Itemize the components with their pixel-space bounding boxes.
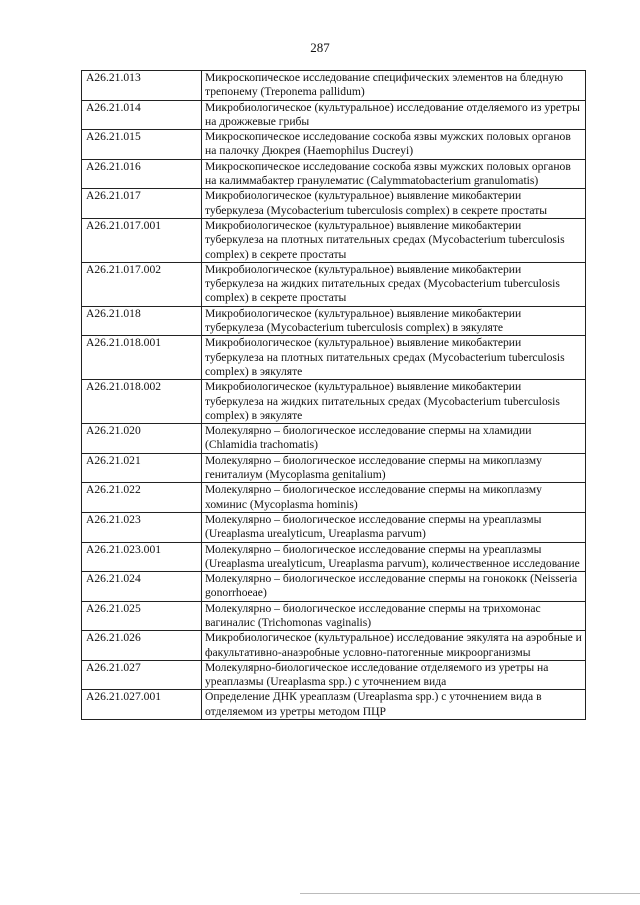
service-code: A26.21.017.001: [82, 218, 202, 262]
table-row: [82, 690, 586, 720]
service-description: Микроскопическое исследование специфических элементов на бледную трепонему (Treponema pallidum): [202, 71, 586, 101]
service-description: Микробиологическое (культуральное) выявление микобактерии туберкулеза на жидких питательных средах (Mycobacterium tuberculosis complex) в эякуляте: [202, 380, 586, 424]
service-code: A26.21.024: [82, 572, 202, 602]
table-row: [82, 100, 586, 130]
service-code: A26.21.017.002: [82, 262, 202, 306]
table-body: [82, 71, 586, 720]
service-code: A26.21.021: [82, 453, 202, 483]
service-description: Микробиологическое (культуральное) выявление микобактерии туберкулеза на плотных питательных средах (Mycobacterium tuberculosis complex) в эякуляте: [202, 336, 586, 380]
service-description: Микробиологическое (культуральное) выявление микобактерии туберкулеза (Mycobacterium tuberculosis complex) в эякуляте: [202, 306, 586, 336]
table-row: [82, 189, 586, 219]
service-code: A26.21.020: [82, 424, 202, 454]
table-row: [82, 380, 586, 424]
service-description: Молекулярно – биологическое исследование спермы на уреаплазмы (Ureaplasma urealyticum, Ureaplasma parvum), количественное исследование: [202, 542, 586, 572]
table-row: [82, 542, 586, 572]
service-description: Молекулярно – биологическое исследование спермы на микоплазму хоминис (Mycoplasma hominis): [202, 483, 586, 513]
table-row: [82, 453, 586, 483]
table-row: [82, 262, 586, 306]
service-description: Молекулярно-биологическое исследование отделяемого из уретры на уреаплазмы (Ureaplasma spp.) с уточнением вида: [202, 660, 586, 690]
table-row: [82, 601, 586, 631]
scan-edge-line: [300, 893, 640, 894]
table-row: [82, 159, 586, 189]
service-description: Молекулярно – биологическое исследование спермы на хламидии (Chlamidia trachomatis): [202, 424, 586, 454]
service-description: Микробиологическое (культуральное) выявление микобактерии туберкулеза (Mycobacterium tuberculosis complex) в секрете простаты: [202, 189, 586, 219]
service-description: Молекулярно – биологическое исследование спермы на гонококк (Neisseria gonorrhoeae): [202, 572, 586, 602]
service-code: A26.21.015: [82, 130, 202, 160]
service-code: A26.21.022: [82, 483, 202, 513]
medical-services-table: [81, 70, 586, 720]
service-description: Микроскопическое исследование соскоба язвы мужских половых органов на палочку Дюкрея (Haemophilus Ducreyi): [202, 130, 586, 160]
table-row: [82, 483, 586, 513]
service-description: Микробиологическое (культуральное) исследование эякулята на аэробные и факультативно-анаэробные условно-патогенные микроорганизмы: [202, 631, 586, 661]
service-code: A26.21.014: [82, 100, 202, 130]
table-row: [82, 631, 586, 661]
page-number: 287: [310, 40, 330, 55]
service-code: A26.21.018.002: [82, 380, 202, 424]
table-row: [82, 572, 586, 602]
service-code: A26.21.018: [82, 306, 202, 336]
service-description: Молекулярно – биологическое исследование спермы на микоплазму гениталиум (Mycoplasma genitalium): [202, 453, 586, 483]
service-code: A26.21.027: [82, 660, 202, 690]
service-code: A26.21.023: [82, 512, 202, 542]
service-code: A26.21.027.001: [82, 690, 202, 720]
table-row: [82, 306, 586, 336]
table-row: [82, 336, 586, 380]
service-code: A26.21.026: [82, 631, 202, 661]
table-row: [82, 512, 586, 542]
service-code: A26.21.016: [82, 159, 202, 189]
service-description: Молекулярно – биологическое исследование спермы на трихомонас вагиналис (Trichomonas vaginalis): [202, 601, 586, 631]
service-description: Микроскопическое исследование соскоба язвы мужских половых органов на калиммабактер гранулематис (Calymmatobacterium granulomatis): [202, 159, 586, 189]
table-row: [82, 218, 586, 262]
table-row: [82, 71, 586, 101]
table-row: [82, 424, 586, 454]
service-code: A26.21.023.001: [82, 542, 202, 572]
service-description: Микробиологическое (культуральное) выявление микобактерии туберкулеза на жидких питательных средах (Mycobacterium tuberculosis complex) в секрете простаты: [202, 262, 586, 306]
table-row: [82, 660, 586, 690]
service-description: Микробиологическое (культуральное) выявление микобактерии туберкулеза на плотных питательных средах (Mycobacterium tuberculosis complex) в секрете простаты: [202, 218, 586, 262]
service-code: A26.21.025: [82, 601, 202, 631]
service-code: A26.21.018.001: [82, 336, 202, 380]
service-description: Микробиологическое (культуральное) исследование отделяемого из уретры на дрожжевые грибы: [202, 100, 586, 130]
table-row: [82, 130, 586, 160]
service-description: Молекулярно – биологическое исследование спермы на уреаплазмы (Ureaplasma urealyticum, Ureaplasma parvum): [202, 512, 586, 542]
service-code: A26.21.013: [82, 71, 202, 101]
service-description: Определение ДНК уреаплазм (Ureaplasma spp.) с уточнением вида в отделяемом из уретры методом ПЦР: [202, 690, 586, 720]
service-code: A26.21.017: [82, 189, 202, 219]
